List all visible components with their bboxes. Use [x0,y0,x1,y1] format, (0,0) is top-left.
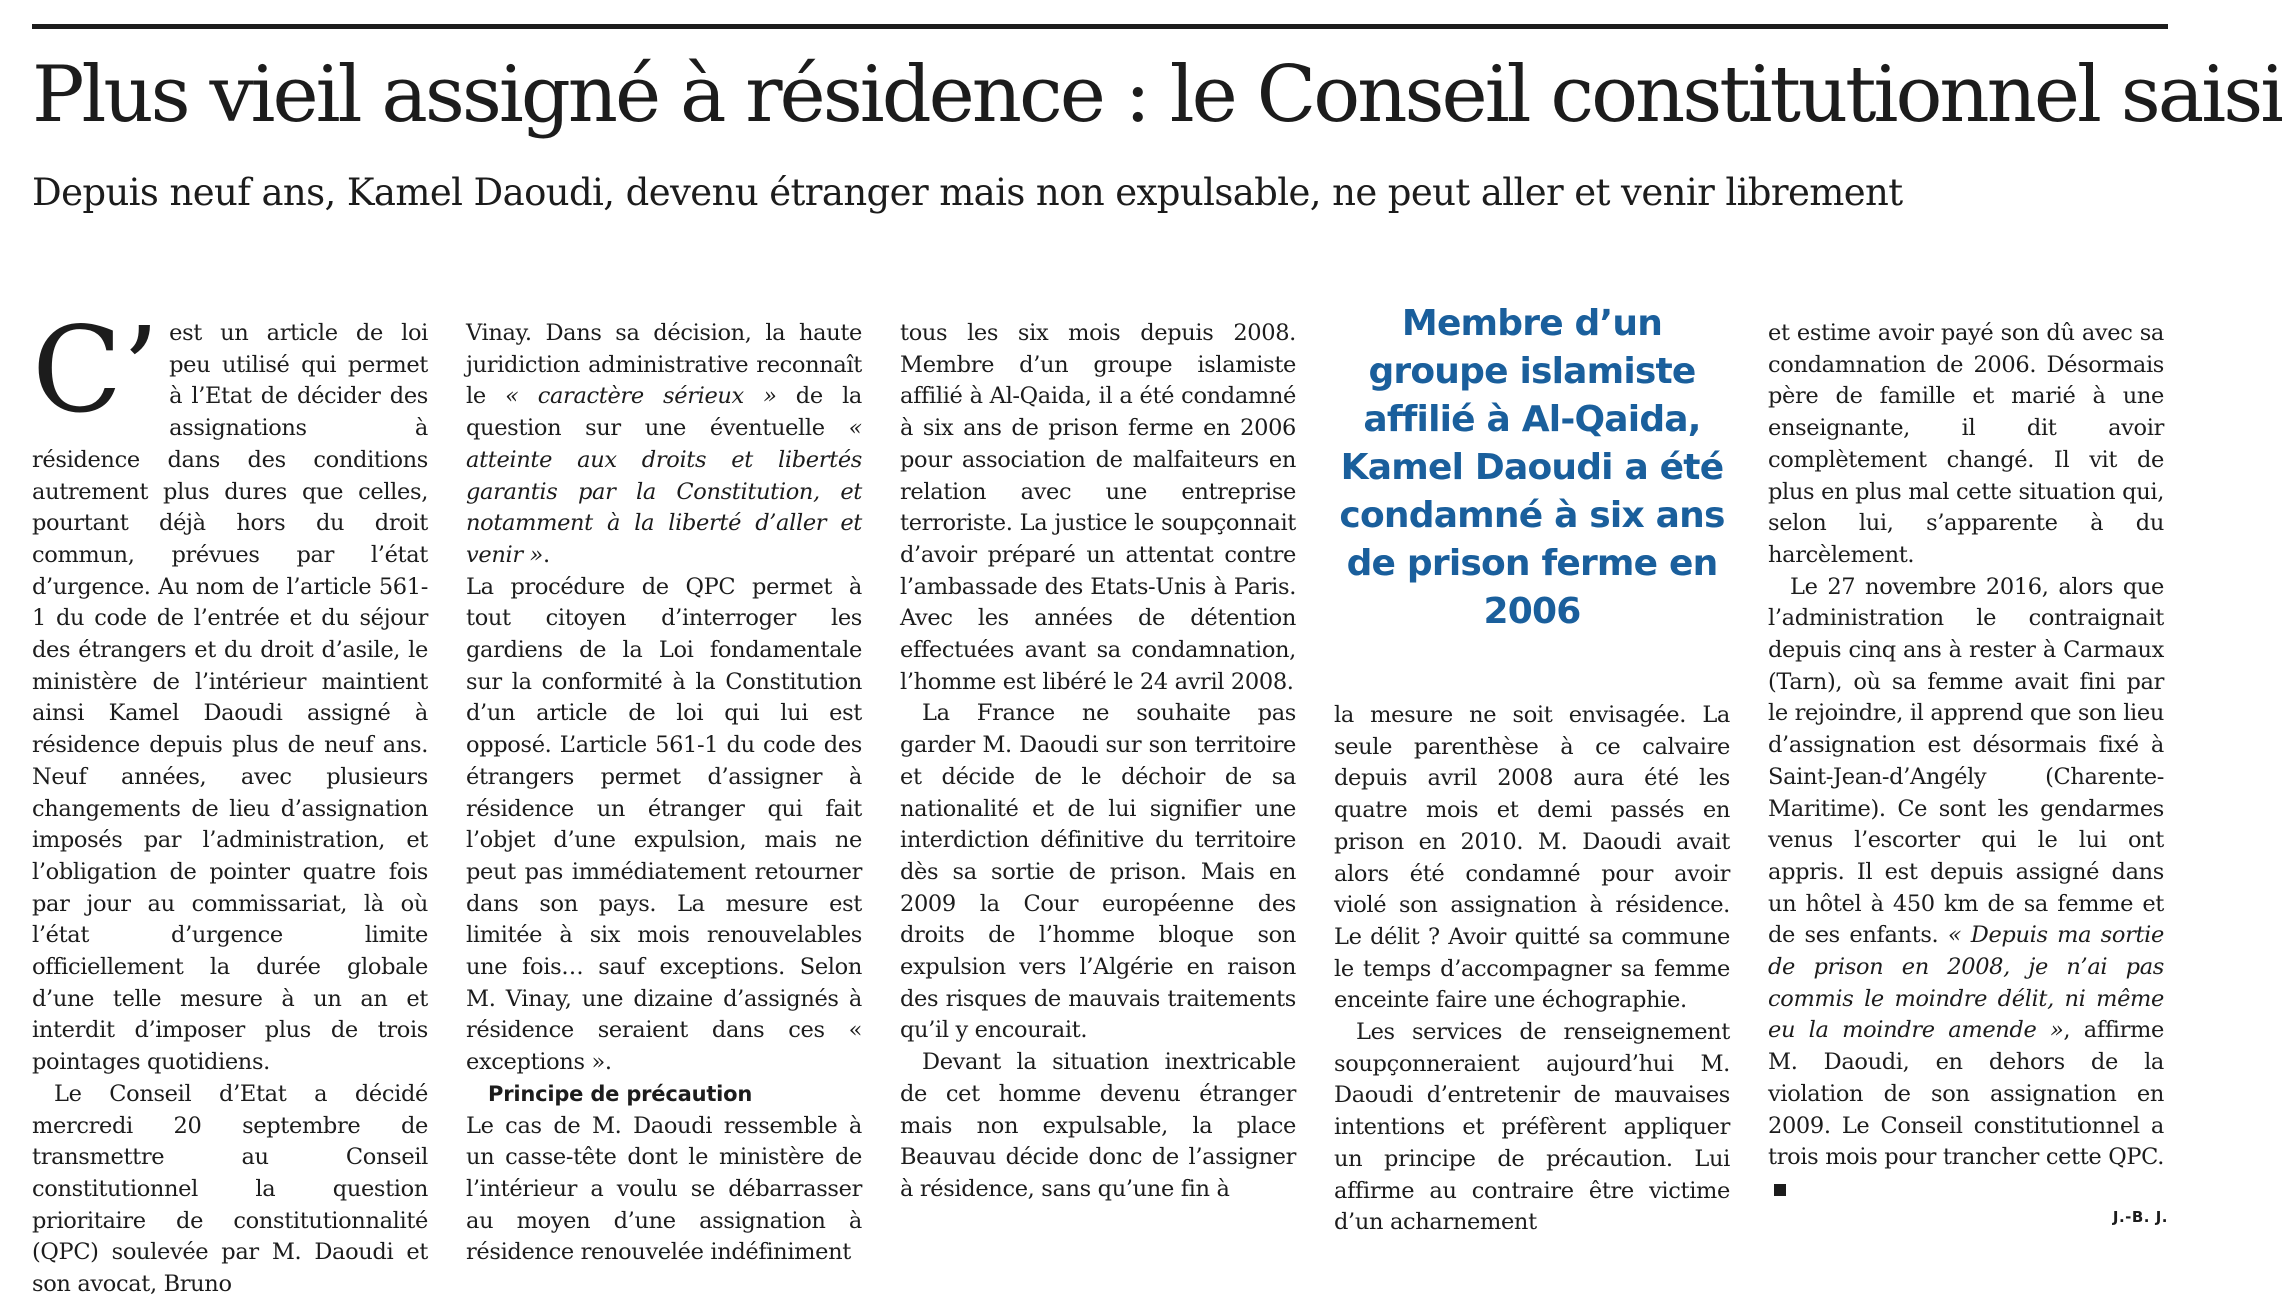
paragraph-text: Vinay. Dans sa décision, la haute juridiction administrative reconnaît le [466,320,862,410]
paragraph-text: . [542,541,550,568]
quote: « Depuis ma sortie de prison en 2008, je n’ai pas commis le moindre délit, ni même eu la moindre amende » [1768,922,2164,1044]
paragraph: la mesure ne soit envisagée. La seule parenthèse à ce calvaire depuis avril 2008 aura été les quatre mois et demi passés en prison en 2010. M. Daoudi avait alors été condamné pour avoir violé son assignation à résidence. Le délit ? Avoir quitté sa commune le temps d’accompagner sa femme enceinte faire une échographie. [1334,702,1730,1014]
paragraph: Le Conseil d’Etat a décidé mercredi 20 septembre de transmettre au Conseil constitutionnel la question prioritaire de constitutionnalité (QPC) soulevée par M. Daoudi et son avocat, Bruno [32,1080,428,1298]
paragraph-text: , affirme M. Daoudi, en dehors de la violation de son assignation en 2009. Le Conseil constitutionnel a trois mois pour trancher cette QPC. [1768,1017,2164,1171]
paragraph-text: Le 27 novembre 2016, alors que l’administration le contraignait depuis cinq ans à rester à Carmaux (Tarn), où sa femme avait fini par le rejoindre, il apprend que son lieu d’assignation est désormais fixé à Saint-Jean-d’Angély (Charente-Maritime). Ce sont les gendarmes venus l’escorter qui le lui ont appris. Il est depuis assigné dans un hôtel à 450 km de sa femme et de ses enfants. [1768,573,2164,949]
end-mark-icon [1774,1184,1786,1196]
section-subtitle: Principe de précaution [488,1081,753,1106]
drop-cap: C’ [32,301,160,439]
top-rule [32,24,2168,29]
paragraph: Les services de renseignement soupçonneraient aujourd’hui M. Daoudi d’entretenir de mauvaises intentions et préfèrent appliquer un principe de précaution. Lui affirme au contraire être victime d’un acharnement [1334,1019,1730,1236]
quote: « atteinte aux droits et libertés garantis par la Constitution, et notamment à la liberté d’aller et venir » [466,415,862,568]
article-column-5 [1768,318,2164,1208]
paragraph: Le cas de M. Daoudi ressemble à un casse-tête dont le ministère de l’intérieur a voulu se débarrasser au moyen d’une assignation à résidence renouvelée indéfiniment [466,1112,862,1266]
subheadline: Depuis neuf ans, Kamel Daoudi, devenu étranger mais non expulsable, ne peut aller et venir librement [32,171,1903,214]
paragraph-text: est un article de loi peu utilisé qui permet à l’Etat de décider des assignations à résidence dans des conditions autrement plus dures que celles, pourtant déjà hors du droit commun, prévues par l’état d’urgence. Au nom de l’article 561-1 du code de l’entrée et du séjour des étrangers et du droit d’asile, le ministère de l’intérieur maintient ainsi Kamel Daoudi assigné à résidence depuis plus de neuf ans. Neuf années, avec plusieurs changements de lieu d’assignation imposés par l’administration, et l’obligation de pointer quatre fois par jour au commissariat, là où l’état d’urgence limite officiellement la durée globale d’une telle mesure à un an et interdit d’imposer plus de trois pointages quotidiens. [32,320,428,1076]
quote: « caractère sérieux » [505,383,777,410]
article-column-3 [900,318,1296,1238]
pull-quote: Membre d’un groupe islamiste affilié à Al-Qaida, Kamel Daoudi a été condamné à six ans de prison ferme en 2006 [1339,303,1725,632]
paragraph [32,301,428,1079]
paragraph [1768,572,2164,1206]
article-column-2 [466,318,862,1266]
headline: Plus vieil assigné à résidence : le Conseil constitutionnel saisi [32,50,2282,140]
paragraph: tous les six mois depuis 2008. Membre d’un groupe islamiste affilié à Al-Qaida, il a été condamné à six ans de prison ferme en 2006 pour association de malfaiteurs en relation avec une entreprise terroriste. La justice le soupçonnait d’avoir préparé un attentat contre l’ambassade des Etats-Unis à Paris. Avec les années de détention effectuées avant sa condamnation, l’homme est libéré le 24 avril 2008. [900,320,1296,695]
author-signature: J.-B. J. [2112,1208,2168,1226]
article-column-1 [32,301,428,1298]
paragraph: La France ne souhaite pas garder M. Daoudi sur son territoire et décide de le déchoir de sa nationalité et de lui signifier une interdiction définitive du territoire dès sa sortie de prison. Mais en 2009 la Cour européenne des droits de l’homme bloque son expulsion vers l’Algérie en raison des risques de mauvais traitements qu’il y encourait. [900,700,1296,1044]
article-column-4 [1334,700,1730,1238]
paragraph: et estime avoir payé son dû avec sa condamnation de 2006. Désormais père de famille et marié à une enseignante, il dit avoir complètement changé. Il vit de plus en plus mal cette situation qui, selon lui, s’apparente à du harcèlement. [1768,320,2164,568]
paragraph [466,318,862,572]
paragraph: Devant la situation inextricable de cet homme devenu étranger mais non expulsable, la place Beauvau décide donc de l’assigner à résidence, sans qu’une fin à [900,1049,1296,1202]
paragraph-text: de la question sur une éventuelle [466,383,862,442]
paragraph: La procédure de QPC permet à tout citoyen d’interroger les gardiens de la Loi fondamentale sur la conformité à la Constitution d’un article de loi qui lui est opposé. L’article 561-1 du code des étrangers permet d’assigner à résidence un étranger qui fait l’objet d’une expulsion, mais ne peut pas immédiatement retourner dans son pays. La mesure est limitée à six mois renouvelables une fois… sauf exceptions. Selon M. Vinay, une dizaine d’assignés à résidence seraient dans ces « exceptions ». [466,573,862,1076]
